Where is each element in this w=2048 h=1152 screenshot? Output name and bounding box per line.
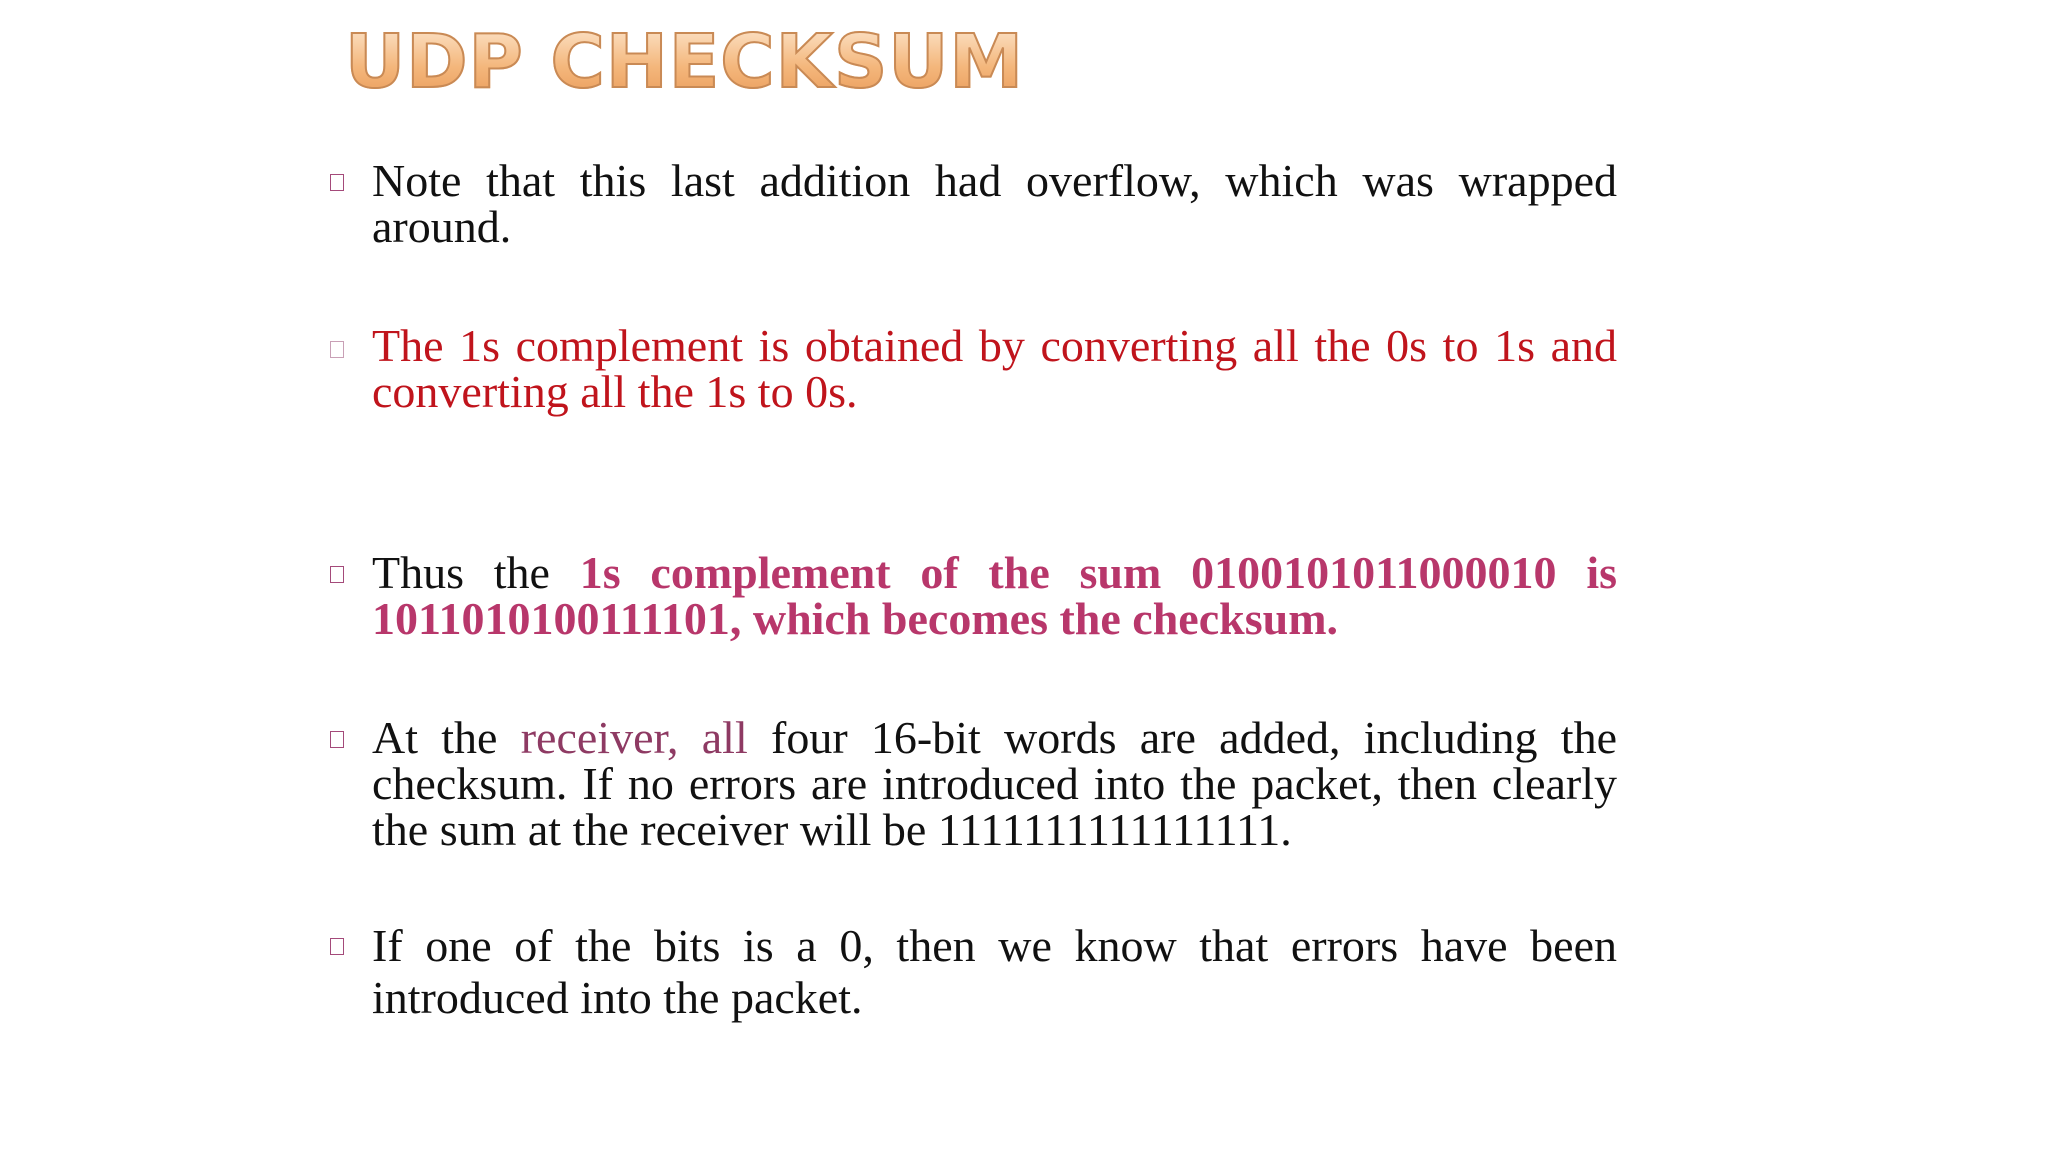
bullet-text-2: The 1s complement is obtained by converting all the 0s to 1s and converting all the 1s to 0s. xyxy=(372,320,1617,417)
bullet-3-prefix: Thus the xyxy=(372,547,580,598)
square-bullet-icon xyxy=(330,938,344,955)
square-bullet-icon xyxy=(330,566,344,583)
bullet-4-prefix: At the xyxy=(372,712,521,763)
bullet-text-5: If one of the bits is a 0, then we know that errors have been introduced into the packet. xyxy=(372,920,1617,1023)
slide-title: UDP CHECKSUM xyxy=(345,19,1024,105)
bullet-text-1: Note that this last addition had overflow, which was wrapped around. xyxy=(372,155,1617,252)
square-bullet-icon xyxy=(330,731,344,748)
bullet-text-4 xyxy=(372,712,1617,855)
bullet-text-3 xyxy=(372,547,1618,644)
bullet-4-highlight: receiver, all xyxy=(520,712,748,763)
square-bullet-icon xyxy=(330,341,344,358)
bullet-4-suffix: four 16-bit words are added, including the checksum. If no errors are introduced into the packet, then clearly the sum at the receiver will be 1111111111111111. xyxy=(372,712,1617,855)
square-bullet-icon xyxy=(330,174,344,191)
bullet-3-highlight: 1s complement of the sum 0100101011000010 is 1011010100111101, which becomes the checksum. xyxy=(372,547,1618,644)
